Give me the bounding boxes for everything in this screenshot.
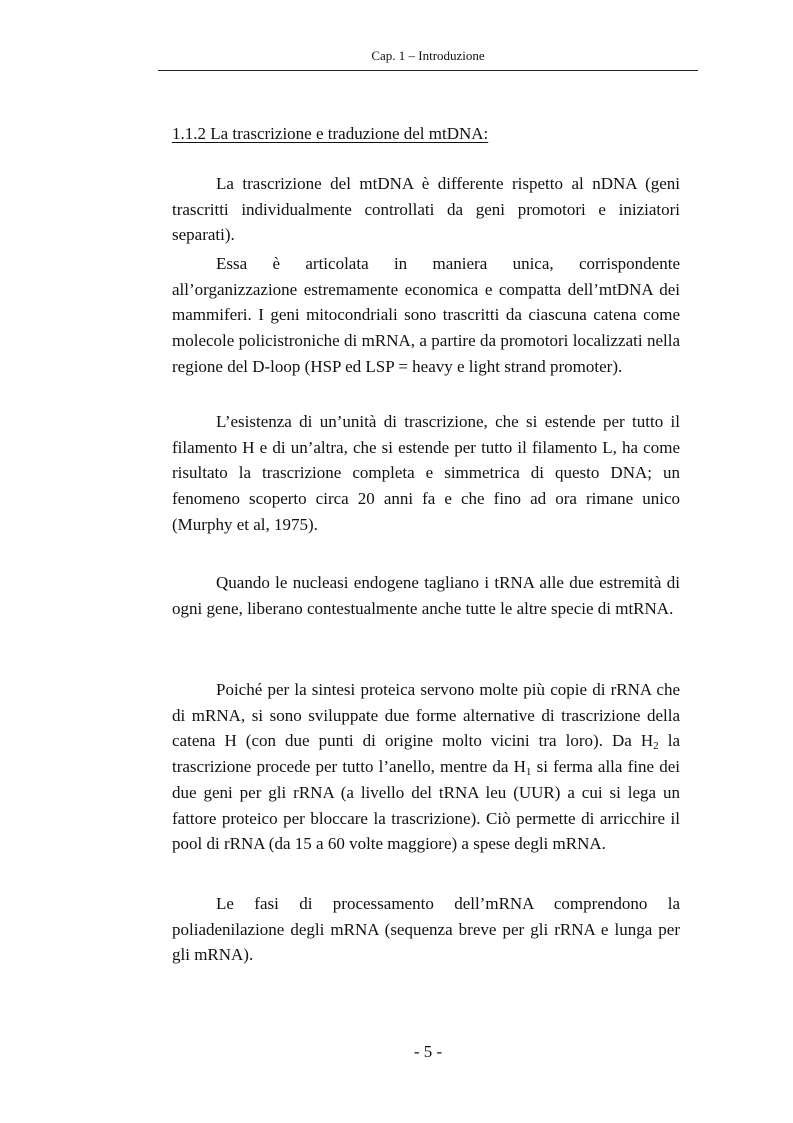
paragraph-text: la trascrizione procede per tutto l’anello, mentre da H [172,731,680,777]
header-rule [158,70,698,71]
page-number: - 5 - [413,1042,443,1061]
paragraph-text: Poiché per la sintesi proteica servono molte più copie di rRNA che di mRNA, si sono sviluppate due forme alternative di trascrizione della catena H (con due punti di origine molto vicini tra loro). Da H [172,680,680,751]
subscript: 2 [653,740,659,753]
running-header: Cap. 1 – Introduzione [371,48,485,63]
section-heading: 1.1.2 La trascrizione e traduzione del mtDNA: [172,124,489,143]
paragraph-organization: Essa è articolata in maniera unica, corrispondente all’organizzazione estremamente economica e compatta dell’mtDNA dei mammiferi. I geni mitocondriali sono trascritti da ciascuna catena come molecole policistroniche di mRNA, a partire da promotori localizzati nella regione del D-loop (HSP ed LSP = heavy e light strand promoter). [172,254,680,376]
paragraph-protein-synthesis [172,677,680,857]
paragraph-nucleases: Quando le nucleasi endogene tagliano i tRNA alle due estremità di ogni gene, liberano contestualmente anche tutte le altre specie di mtRNA. [172,573,680,618]
paragraph-transcription-unit: L’esistenza di un’unità di trascrizione, che si estende per tutto il filamento H e di un’altra, che si estende per tutto il filamento L, ha come risultato la trascrizione completa e simmetrica di questo DNA; un fenomeno scoperto circa 20 anni fa e che fino ad ora rimane unico (Murphy et al, 1975). [172,412,680,534]
subscript: 1 [525,766,532,779]
paragraph-transcription-difference: La trascrizione del mtDNA è differente rispetto al nDNA (geni trascritti individualmente controllati da geni promotori e iniziatori separati). [172,174,680,245]
paragraph-text: si ferma alla fine dei due geni per gli rRNA (a livello del tRNA leu (UUR) a cui si lega un fattore proteico per bloccare la trascrizione). Ciò permette di arricchire il pool di rRNA (da 15 a 60 volte maggiore) a spese degli mRNA. [172,757,681,854]
paragraph-mrna-processing: Le fasi di processamento dell’mRNA comprendono la poliadenilazione degli mRNA (sequenza breve per gli rRNA e lunga per gli mRNA). [172,894,680,965]
